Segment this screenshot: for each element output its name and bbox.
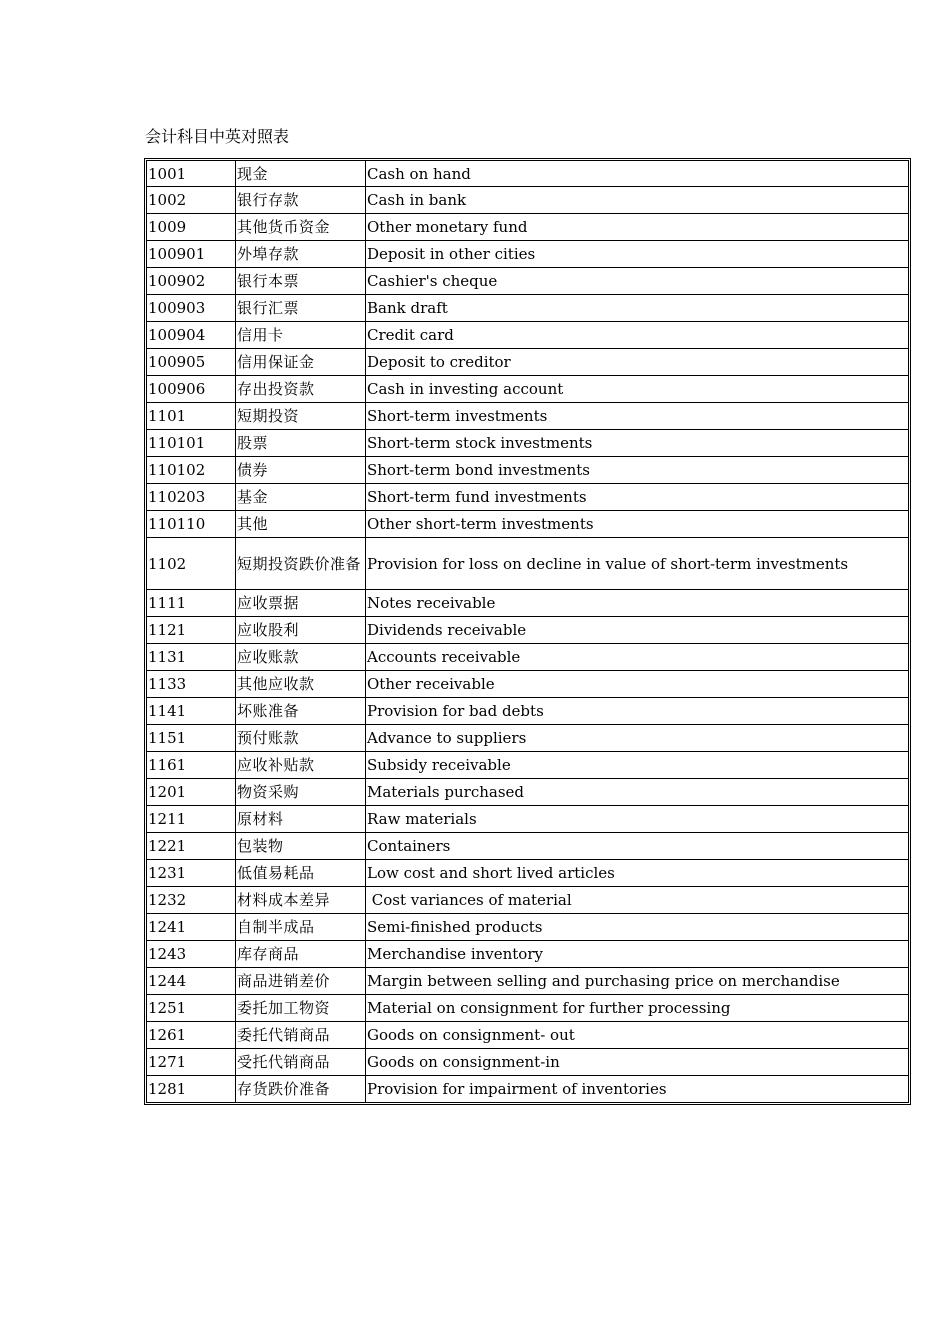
table-row [146, 995, 909, 1022]
english-name-cell: Containers [366, 833, 909, 860]
account-code-cell: 1009 [146, 214, 236, 241]
account-code-cell: 110203 [146, 484, 236, 511]
english-name-cell: Other short-term investments [366, 511, 909, 538]
accounts-table [146, 160, 909, 1103]
table-row [146, 617, 909, 644]
table-row [146, 511, 909, 538]
account-code-cell: 110101 [146, 430, 236, 457]
account-code-cell: 1161 [146, 752, 236, 779]
table-row [146, 644, 909, 671]
english-name-cell: Cash in investing account [366, 376, 909, 403]
account-code-cell: 1244 [146, 968, 236, 995]
english-name-cell: Cash in bank [366, 187, 909, 214]
table-row [146, 833, 909, 860]
accounts-table-body [146, 160, 909, 1103]
english-name-cell: Notes receivable [366, 590, 909, 617]
chinese-name-cell: 受托代销商品 [236, 1049, 366, 1076]
english-name-cell: Raw materials [366, 806, 909, 833]
account-code-cell: 1201 [146, 779, 236, 806]
table-row [146, 1076, 909, 1103]
chinese-name-cell: 应收股利 [236, 617, 366, 644]
table-row [146, 806, 909, 833]
chinese-name-cell: 委托加工物资 [236, 995, 366, 1022]
table-row [146, 187, 909, 214]
table-row [146, 376, 909, 403]
table-row [146, 295, 909, 322]
english-name-cell: Cost variances of material [366, 887, 909, 914]
english-name-cell: Bank draft [366, 295, 909, 322]
account-code-cell: 1243 [146, 941, 236, 968]
chinese-name-cell: 低值易耗品 [236, 860, 366, 887]
table-row [146, 160, 909, 187]
english-name-cell: Margin between selling and purchasing price on merchandise [366, 968, 909, 995]
table-row [146, 590, 909, 617]
account-code-cell: 100902 [146, 268, 236, 295]
english-name-cell: Material on consignment for further processing [366, 995, 909, 1022]
table-row [146, 322, 909, 349]
account-code-cell: 1211 [146, 806, 236, 833]
chinese-name-cell: 其他 [236, 511, 366, 538]
chinese-name-cell: 商品进销差价 [236, 968, 366, 995]
chinese-name-cell: 物资采购 [236, 779, 366, 806]
chinese-name-cell: 存出投资款 [236, 376, 366, 403]
table-row [146, 968, 909, 995]
account-code-cell: 1101 [146, 403, 236, 430]
table-row [146, 725, 909, 752]
english-name-cell: Merchandise inventory [366, 941, 909, 968]
account-code-cell: 110102 [146, 457, 236, 484]
chinese-name-cell: 股票 [236, 430, 366, 457]
english-name-cell: Other receivable [366, 671, 909, 698]
english-name-cell: Subsidy receivable [366, 752, 909, 779]
english-name-cell: Provision for loss on decline in value of short-term investments [366, 538, 909, 590]
english-name-cell: Materials purchased [366, 779, 909, 806]
account-code-cell: 1231 [146, 860, 236, 887]
chinese-name-cell: 债券 [236, 457, 366, 484]
account-code-cell: 100901 [146, 241, 236, 268]
english-name-cell: Accounts receivable [366, 644, 909, 671]
chinese-name-cell: 外埠存款 [236, 241, 366, 268]
chinese-name-cell: 短期投资跌价准备 [236, 538, 366, 590]
english-name-cell: Deposit to creditor [366, 349, 909, 376]
chinese-name-cell: 信用卡 [236, 322, 366, 349]
english-name-cell: Provision for impairment of inventories [366, 1076, 909, 1103]
chinese-name-cell: 原材料 [236, 806, 366, 833]
account-code-cell: 1102 [146, 538, 236, 590]
english-name-cell: Goods on consignment-in [366, 1049, 909, 1076]
table-row [146, 779, 909, 806]
chinese-name-cell: 银行本票 [236, 268, 366, 295]
english-name-cell: Credit card [366, 322, 909, 349]
english-name-cell: Goods on consignment- out [366, 1022, 909, 1049]
account-code-cell: 1251 [146, 995, 236, 1022]
english-name-cell: Cashier's cheque [366, 268, 909, 295]
account-code-cell: 1151 [146, 725, 236, 752]
page-title: 会计科目中英对照表 [145, 127, 290, 146]
chinese-name-cell: 银行汇票 [236, 295, 366, 322]
english-name-cell: Advance to suppliers [366, 725, 909, 752]
english-name-cell: Cash on hand [366, 160, 909, 187]
english-name-cell: Dividends receivable [366, 617, 909, 644]
english-name-cell: Other monetary fund [366, 214, 909, 241]
english-name-cell: Short-term bond investments [366, 457, 909, 484]
table-row [146, 860, 909, 887]
table-row [146, 430, 909, 457]
account-code-cell: 1221 [146, 833, 236, 860]
table-row [146, 457, 909, 484]
table-row [146, 671, 909, 698]
chinese-name-cell: 基金 [236, 484, 366, 511]
account-code-cell: 1111 [146, 590, 236, 617]
table-row [146, 538, 909, 590]
table-row [146, 349, 909, 376]
account-code-cell: 100905 [146, 349, 236, 376]
account-code-cell: 1001 [146, 160, 236, 187]
chinese-name-cell: 库存商品 [236, 941, 366, 968]
account-code-cell: 110110 [146, 511, 236, 538]
table-row [146, 484, 909, 511]
table-row [146, 1022, 909, 1049]
account-code-cell: 1241 [146, 914, 236, 941]
english-name-cell: Short-term stock investments [366, 430, 909, 457]
account-code-cell: 100904 [146, 322, 236, 349]
chinese-name-cell: 自制半成品 [236, 914, 366, 941]
table-row [146, 914, 909, 941]
account-code-cell: 100906 [146, 376, 236, 403]
chinese-name-cell: 坏账准备 [236, 698, 366, 725]
account-code-cell: 1002 [146, 187, 236, 214]
table-row [146, 268, 909, 295]
table-row [146, 941, 909, 968]
english-name-cell: Short-term investments [366, 403, 909, 430]
account-code-cell: 1133 [146, 671, 236, 698]
english-name-cell: Deposit in other cities [366, 241, 909, 268]
chinese-name-cell: 委托代销商品 [236, 1022, 366, 1049]
table-row [146, 698, 909, 725]
chinese-name-cell: 信用保证金 [236, 349, 366, 376]
table-row [146, 752, 909, 779]
account-code-cell: 1232 [146, 887, 236, 914]
table-row [146, 887, 909, 914]
chinese-name-cell: 现金 [236, 160, 366, 187]
chinese-name-cell: 应收票据 [236, 590, 366, 617]
english-name-cell: Semi-finished products [366, 914, 909, 941]
english-name-cell: Provision for bad debts [366, 698, 909, 725]
english-name-cell: Low cost and short lived articles [366, 860, 909, 887]
chinese-name-cell: 应收账款 [236, 644, 366, 671]
chinese-name-cell: 短期投资 [236, 403, 366, 430]
table-row [146, 1049, 909, 1076]
chinese-name-cell: 应收补贴款 [236, 752, 366, 779]
table-row [146, 403, 909, 430]
account-code-cell: 1271 [146, 1049, 236, 1076]
table-row [146, 214, 909, 241]
chinese-name-cell: 其他货币资金 [236, 214, 366, 241]
chinese-name-cell: 其他应收款 [236, 671, 366, 698]
account-code-cell: 1121 [146, 617, 236, 644]
chinese-name-cell: 存货跌价准备 [236, 1076, 366, 1103]
accounts-table-frame [144, 158, 911, 1105]
chinese-name-cell: 材料成本差异 [236, 887, 366, 914]
account-code-cell: 1131 [146, 644, 236, 671]
chinese-name-cell: 银行存款 [236, 187, 366, 214]
chinese-name-cell: 包装物 [236, 833, 366, 860]
chinese-name-cell: 预付账款 [236, 725, 366, 752]
account-code-cell: 1281 [146, 1076, 236, 1103]
account-code-cell: 1261 [146, 1022, 236, 1049]
table-row [146, 241, 909, 268]
account-code-cell: 100903 [146, 295, 236, 322]
english-name-cell: Short-term fund investments [366, 484, 909, 511]
account-code-cell: 1141 [146, 698, 236, 725]
